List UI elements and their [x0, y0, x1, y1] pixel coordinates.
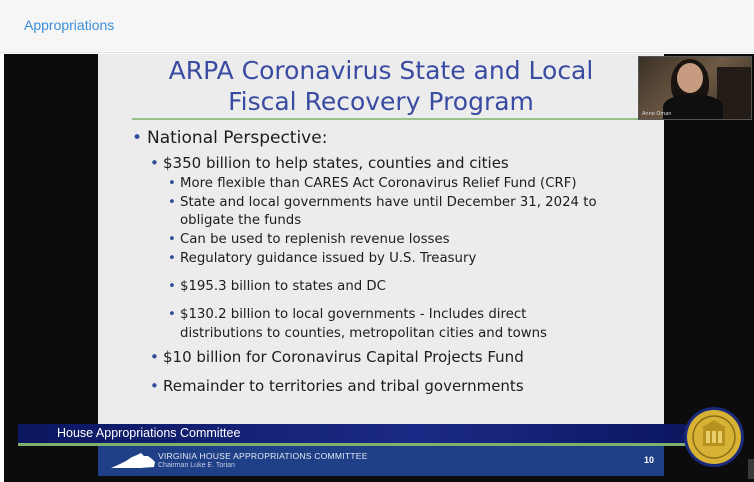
bullet-local-governments-cont: distributions to counties, metropolitan cities and towns [180, 326, 547, 341]
video-edge-handle [748, 459, 754, 479]
lower-third-text: House Appropriations Committee [57, 426, 241, 440]
virginia-house-seal-icon [683, 406, 745, 468]
video-player[interactable] [4, 54, 754, 482]
lower-third-banner [18, 424, 686, 443]
virginia-state-outline-icon [110, 452, 156, 470]
bullet-national-perspective: • National Perspective: [132, 128, 328, 148]
bullet-dot-icon: • [150, 154, 159, 172]
bullet-more-flexible: • More flexible than CARES Act Coronavirus Relief Fund (CRF) [168, 176, 577, 191]
webcam-thumbnail[interactable] [638, 56, 752, 120]
bullet-capital-projects: • $10 billion for Coronavirus Capital Projects Fund [150, 348, 524, 366]
slide-title-line-1: ARPA Coronavirus State and Local [168, 56, 594, 85]
bullet-states-dc: • $195.3 billion to states and DC [168, 279, 386, 294]
bullet-obligation-deadline: • State and local governments have until December 31, 2024 to [168, 195, 597, 210]
participant-face [677, 63, 703, 93]
slide-footer [98, 446, 664, 476]
bullet-350-billion: • $350 billion to help states, counties and cities [150, 154, 509, 172]
participant-name: Anne Oman [642, 111, 672, 117]
bullet-dot-icon: • [150, 348, 159, 366]
bullet-dot-icon: • [168, 176, 176, 191]
bullet-dot-icon: • [150, 377, 159, 395]
presentation-slide [98, 54, 664, 426]
slide-page-number: 10 [643, 455, 654, 465]
bullet-revenue-losses: • Can be used to replenish revenue losses [168, 232, 450, 247]
bullet-territories-tribal: • Remainder to territories and tribal governments [150, 377, 524, 395]
slide-title [98, 55, 664, 117]
bullet-regulatory-guidance: • Regulatory guidance issued by U.S. Treasury [168, 251, 477, 266]
bullet-obligation-deadline-cont: obligate the funds [180, 213, 302, 228]
bullet-dot-icon: • [168, 195, 176, 210]
footer-committee-name: VIRGINIA HOUSE APPROPRIATIONS COMMITTEE [158, 451, 368, 461]
app-title[interactable]: Appropriations [24, 17, 115, 33]
app-header [0, 0, 754, 53]
footer-chairman: Chairman Luke E. Torian [158, 462, 235, 469]
bullet-local-governments: • $130.2 billion to local governments - Includes direct [168, 307, 527, 322]
bullet-dot-icon: • [168, 279, 176, 294]
slide-divider [132, 118, 664, 120]
bullet-dot-icon: • [132, 128, 143, 148]
bullet-dot-icon: • [168, 307, 176, 322]
bullet-dot-icon: • [168, 232, 176, 247]
bullet-dot-icon: • [168, 251, 176, 266]
slide-title-line-2: Fiscal Recovery Program [228, 87, 534, 116]
